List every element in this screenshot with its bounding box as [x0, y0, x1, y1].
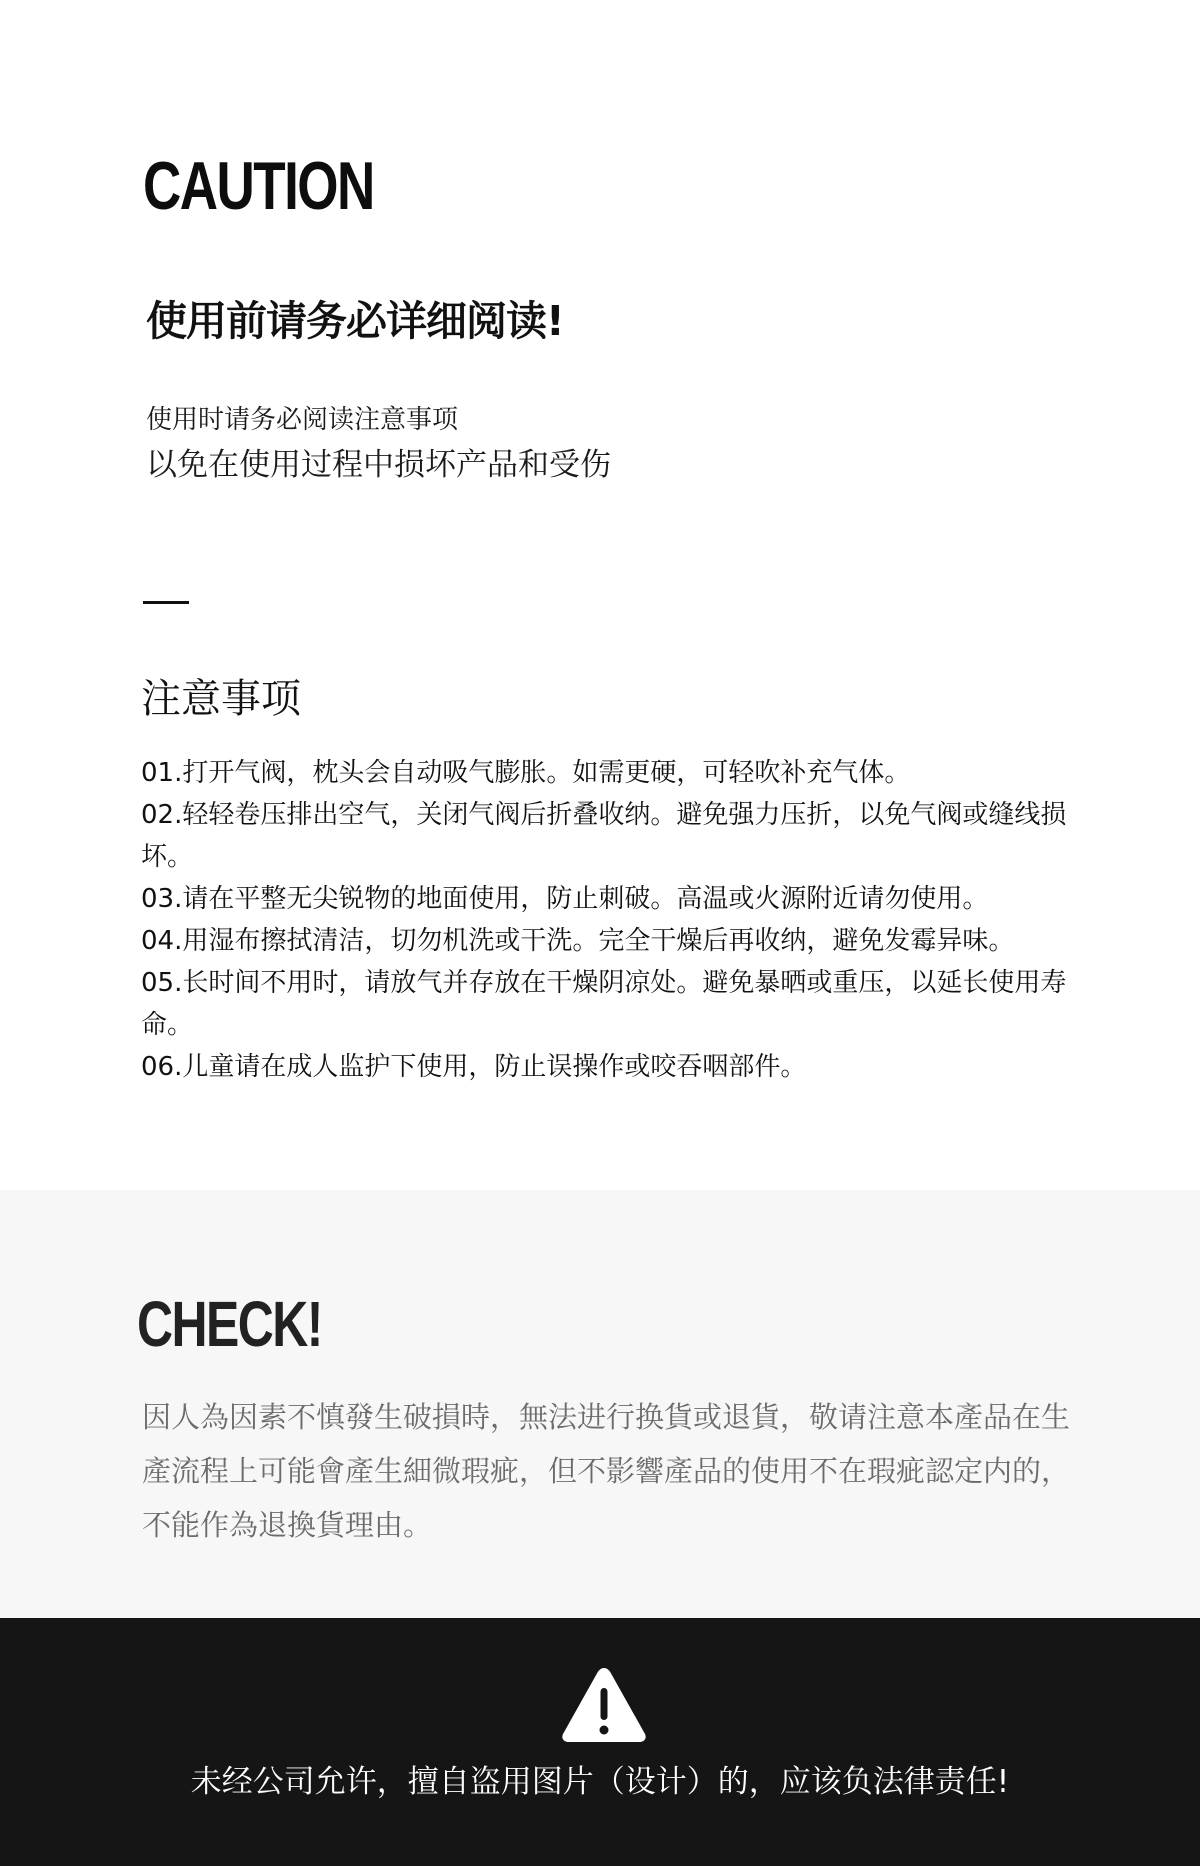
note-item-06: 06.儿童请在成人监护下使用，防止误操作或咬吞咽部件。	[141, 1052, 807, 1082]
note-item-04: 04.用湿布擦拭清洁，切勿机洗或干洗。完全干燥后再收纳，避免发霉异味。	[141, 926, 1015, 956]
notes-heading: 注意事项	[141, 676, 301, 722]
check-section	[0, 1190, 1200, 1618]
note-item-01: 01.打开气阀，枕头会自动吸气膨胀。如需更硬，可轻吹补充气体。	[141, 758, 911, 788]
caution-subtitle: 使用前请务必详细阅读!	[146, 297, 564, 345]
note-item-02: 02.轻轻卷压排出空气，关闭气阀后折叠收纳。避免强力压折，以免气阀或缝线损坏。	[141, 800, 1067, 872]
section-divider	[143, 601, 189, 604]
footer-banner	[0, 1618, 1200, 1866]
check-title: CHECK!	[137, 1288, 322, 1360]
check-paragraph: 因人為因素不慎發生破損時，無法进行换貨或退貨，敬请注意本產品在生產流程上可能會產生細微瑕疵，但不影響產品的使用不在瑕疵認定内的，不能作為退換貨理由。	[142, 1400, 1071, 1542]
note-item-03: 03.请在平整无尖锐物的地面使用，防止刺破。高温或火源附近请勿使用。	[141, 884, 989, 914]
caution-title: CAUTION	[143, 148, 374, 224]
copyright-notice: 未经公司允许，擅自盗用图片（设计）的，应该负法律责任!	[190, 1764, 1010, 1800]
warning-icon	[559, 1664, 649, 1744]
caution-intro-line-1: 使用时请务必阅读注意事项	[146, 405, 459, 435]
caution-intro-line-2: 以免在使用过程中损坏产品和受伤	[146, 447, 611, 483]
notes-list	[141, 752, 1091, 1088]
note-item-05: 05.长时间不用时，请放气并存放在干燥阴凉处。避免暴晒或重压，以延长使用寿命。	[141, 968, 1067, 1040]
